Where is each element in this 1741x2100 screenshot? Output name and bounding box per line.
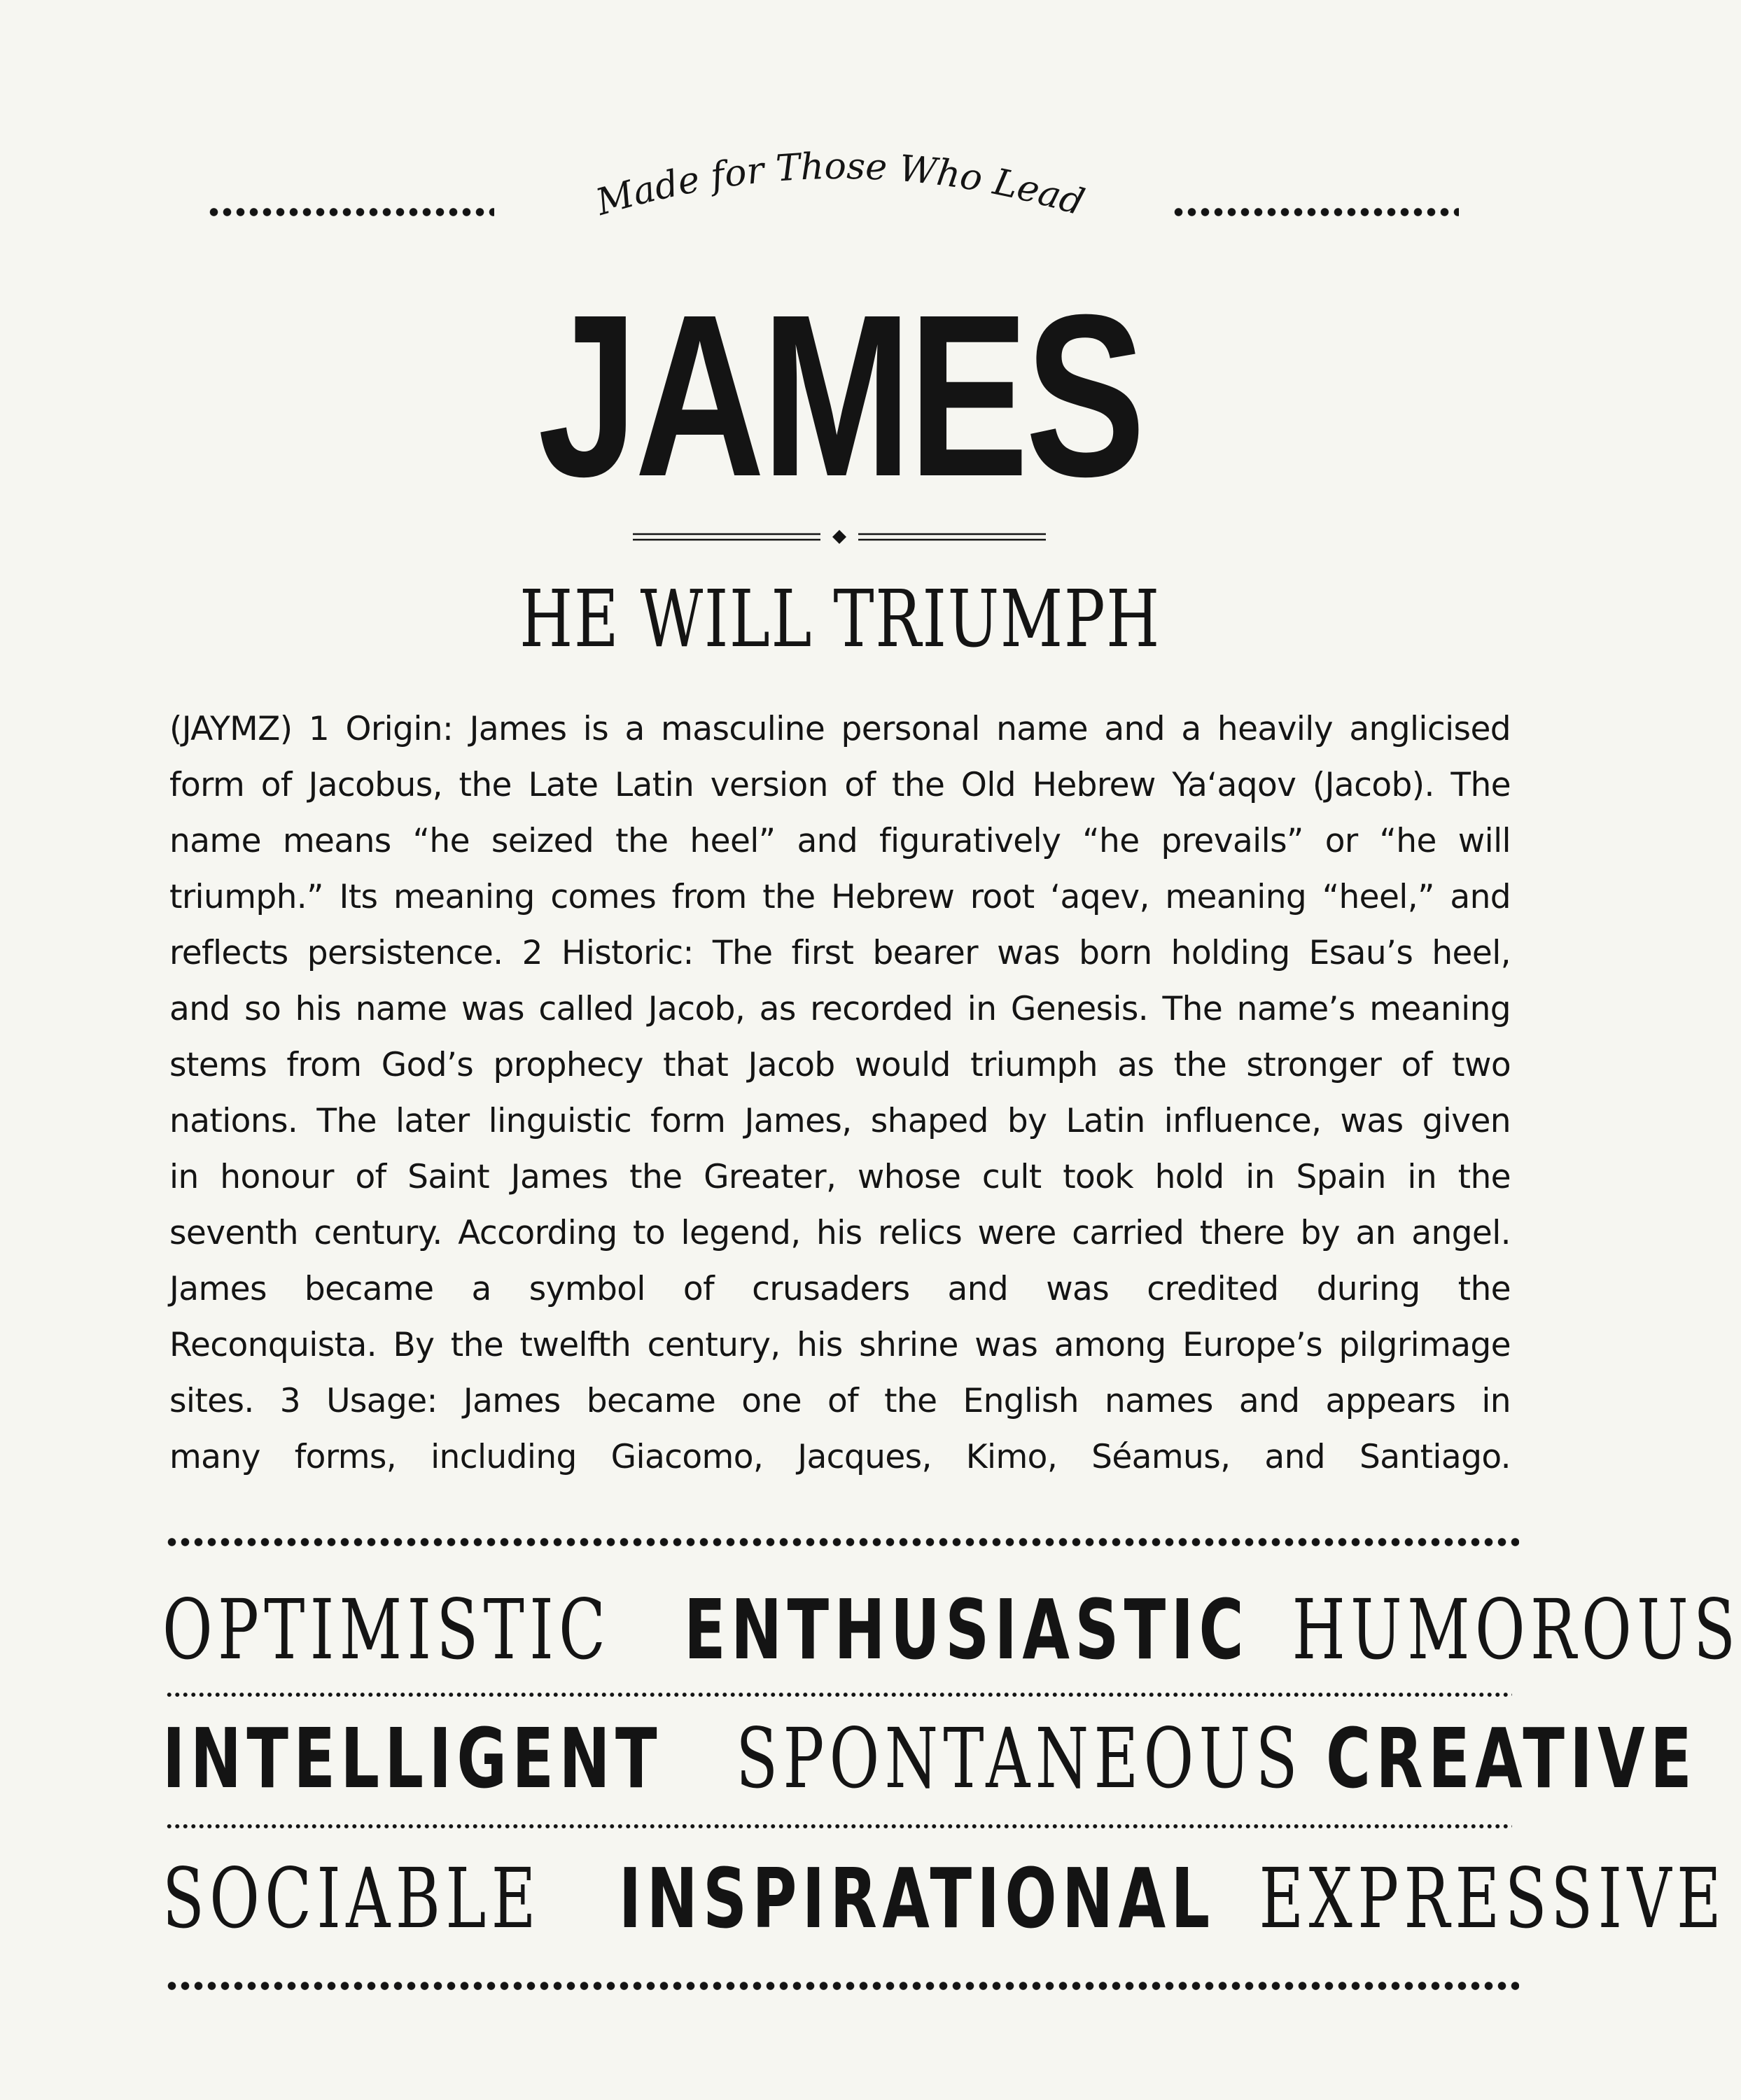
tagline-text: Made for Those Who Lead [592,145,1089,225]
name-title: JAMES [538,266,1142,524]
trait-row [162,1709,1697,1807]
tagline [532,112,1148,238]
trait-word: HUMOROUS [1292,1581,1741,1678]
trait-word: INTELLIGENT [162,1710,662,1807]
header-dots-left [207,207,494,217]
trait-word: CREATIVE [1325,1710,1697,1807]
trait-word: INSPIRATIONAL [618,1850,1215,1947]
description-line: many forms, including Giacomo, Jacques, Kimo, Séamus, and Santiago. [169,1438,1511,1476]
description [169,701,1511,1485]
ornament-divider [633,526,1046,547]
description-line: nations. The later linguistic form James, shaped by Latin influence, was given [169,1102,1511,1140]
description-line: and so his name was called Jacob, as recorded in Genesis. The name’s meaning [169,990,1511,1028]
description-line: reflects persistence. 2 Historic: The first bearer was born holding Esau’s heel, [169,934,1511,972]
trait-word: SPONTANEOUS [736,1710,1303,1807]
traits-divider-dots [165,1824,1512,1828]
trait-word: ENTHUSIASTIC [684,1581,1250,1678]
trait-row [162,1849,1726,1947]
description-line: form of Jacobus, the Late Latin version of the Old Hebrew Ya‘aqov (Jacob). The [169,766,1511,804]
description-line: James became a symbol of crusaders and was credited during the [169,1270,1511,1308]
description-line: in honour of Saint James the Greater, whose cult took hold in Spain in the [169,1158,1511,1196]
trait-word: OPTIMISTIC [162,1581,611,1678]
description-line: triumph.” Its meaning comes from the Hebrew root ‘aqev, meaning “heel,” and [169,878,1511,916]
traits-bottom-dots [165,1981,1519,1991]
trait-word: SOCIABLE [162,1850,541,1947]
trait-word: EXPRESSIVE [1259,1850,1726,1947]
description-line: name means “he seized the heel” and figuratively “he prevails” or “he will [169,822,1511,860]
description-line: seventh century. According to legend, his relics were carried there by an angel. [169,1214,1511,1252]
description-line: (JAYMZ) 1 Origin: James is a masculine personal name and a heavily anglicised [169,710,1511,748]
description-line: stems from God’s prophecy that Jacob would triumph as the stronger of two [169,1046,1511,1084]
description-line: sites. 3 Usage: James became one of the English names and appears in [169,1382,1511,1420]
traits-top-dots [165,1537,1519,1547]
diamond-icon [832,530,846,544]
description-line: Reconquista. By the twelfth century, his shrine was among Europe’s pilgrimage [169,1326,1511,1364]
header-dots-right [1172,207,1459,217]
trait-row [162,1581,1741,1679]
name-meaning: HE WILL TRIUMPH [519,574,1161,665]
traits-divider-dots [165,1693,1512,1697]
